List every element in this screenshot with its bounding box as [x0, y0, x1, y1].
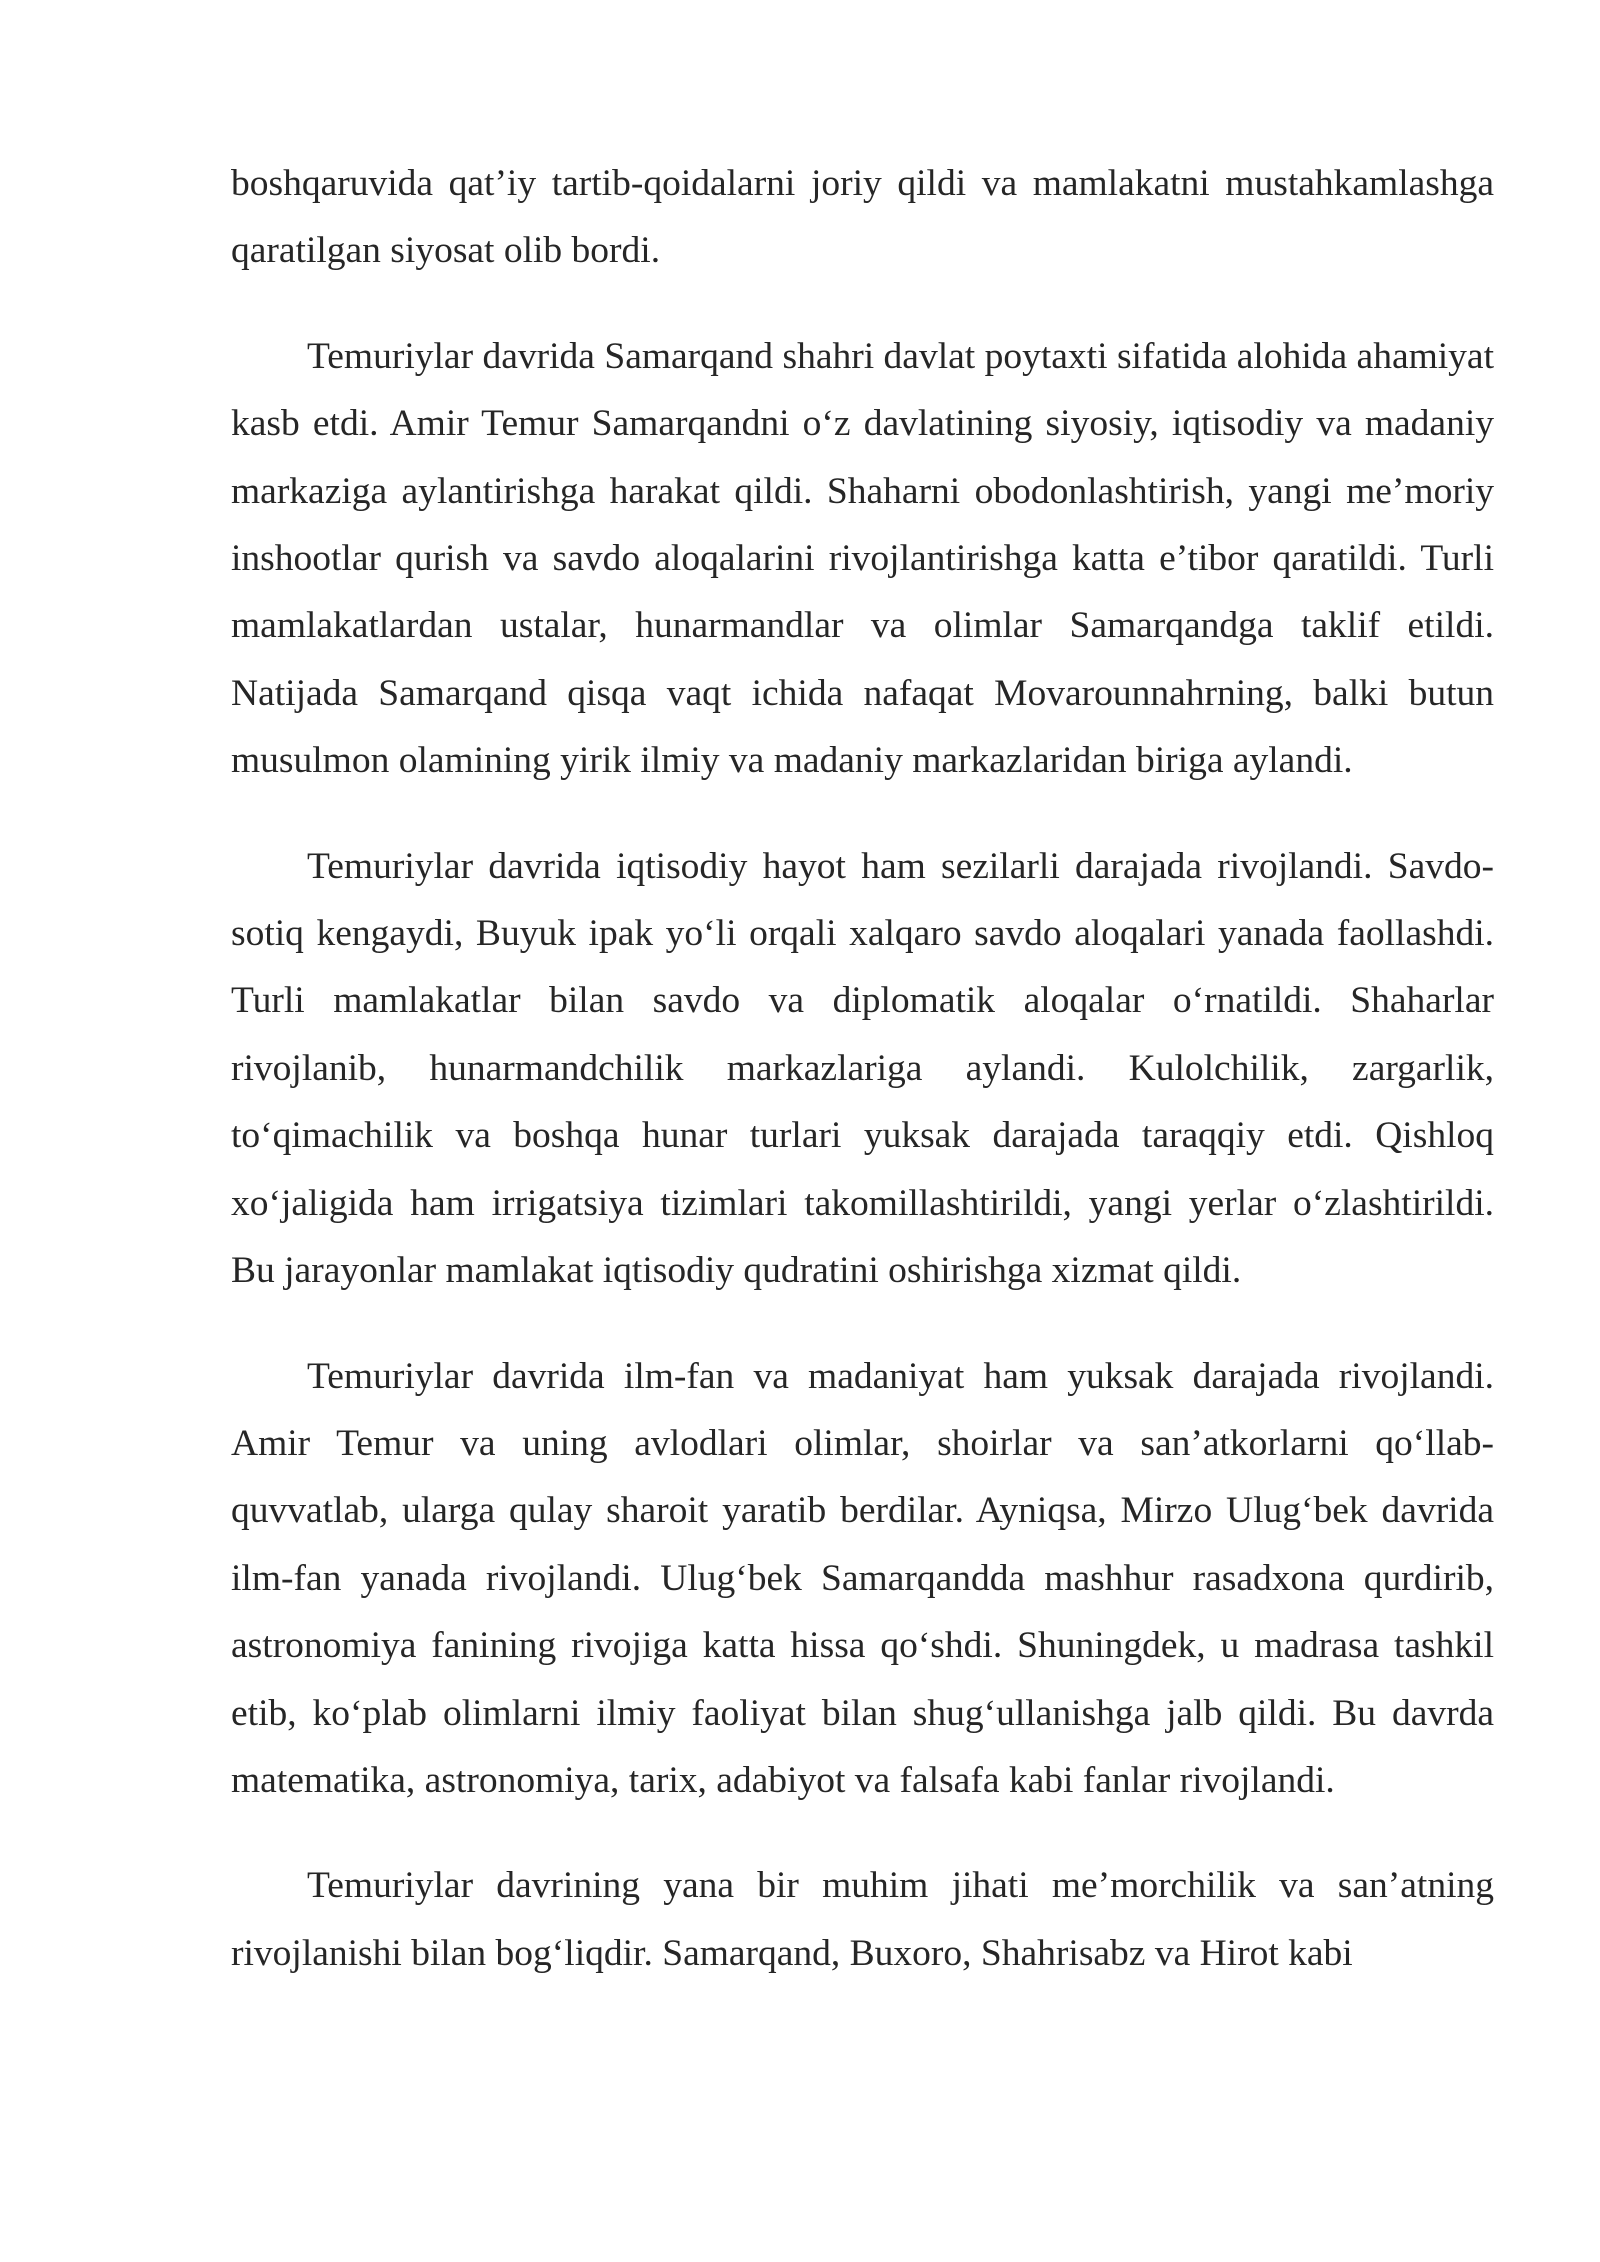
paragraph-science-culture: Temuriylar davrida ilm-fan va madaniyat ham yuksak darajada rivojlandi. Amir Temur va uning avlodlari olimlar, shoirlar va san’atkorlarni qo‘llab-quvvatlab, ularga qulay sharoit yaratib berdilar. Ayniqsa, Mirzo Ulug‘bek davrida ilm-fan yanada rivojlandi. Ulug‘bek Samarqandda mashhur rasadxona qurdirib, astronomiya fanining rivojiga katta hissa qo‘shdi. Shuningdek, u madrasa tashkil etib, ko‘plab olimlarni ilmiy faoliyat bilan shug‘ullanishga jalb qildi. Bu davrda matematika, astronomiya, tarix, adabiyot va falsafa kabi fanlar rivojlandi.	[231, 1355, 1494, 1801]
paragraph-architecture: Temuriylar davrining yana bir muhim jihati me’morchilik va san’atning rivojlanishi bilan bog‘liqdir. Samarqand, Buxoro, Shahrisabz va Hirot kabi	[231, 1865, 1494, 1974]
paragraph-samarqand-capital: Temuriylar davrida Samarqand shahri davlat poytaxti sifatida alohida ahamiyat kasb etdi. Amir Temur Samarqandni o‘z davlatining siyosiy, iqtisodiy va madaniy markaziga aylantirishga harakat qildi. Shaharni obodonlashtirish, yangi me’moriy inshootlar qurish va savdo aloqalarini rivojlantirishga katta e’tibor qaratildi. Turli mamlakatlardan ustalar, hunarmandlar va olimlar Samarqandga taklif etildi. Natijada Samarqand qisqa vaqt ichida nafaqat Movarounnahrning, balki butun musulmon olamining yirik ilmiy va madaniy markazlaridan biriga aylandi.	[231, 335, 1494, 782]
paragraph-continued: boshqaruvida qat’iy tartib-qoidalarni joriy qildi va mamlakatni mustahkamlashga qaratilgan siyosat olib bordi.	[231, 163, 1494, 272]
document-body	[231, 150, 1494, 2025]
paragraph-economy: Temuriylar davrida iqtisodiy hayot ham sezilarli darajada rivojlandi. Savdo-sotiq kengaydi, Buyuk ipak yo‘li orqali xalqaro savdo aloqalari yanada faollashdi. Turli mamlakatlar bilan savdo va diplomatik aloqalar o‘rnatildi. Shaharlar rivojlanib, hunarmandchilik markazlariga aylandi. Kulolchilik, zargarlik, to‘qimachilik va boshqa hunar turlari yuksak darajada taraqqiy etdi. Qishloq xo‘jaligida ham irrigatsiya tizimlari takomillashtirildi, yangi yerlar o‘zlashtirildi. Bu jarayonlar mamlakat iqtisodiy qudratini oshirishga xizmat qildi.	[231, 845, 1494, 1292]
